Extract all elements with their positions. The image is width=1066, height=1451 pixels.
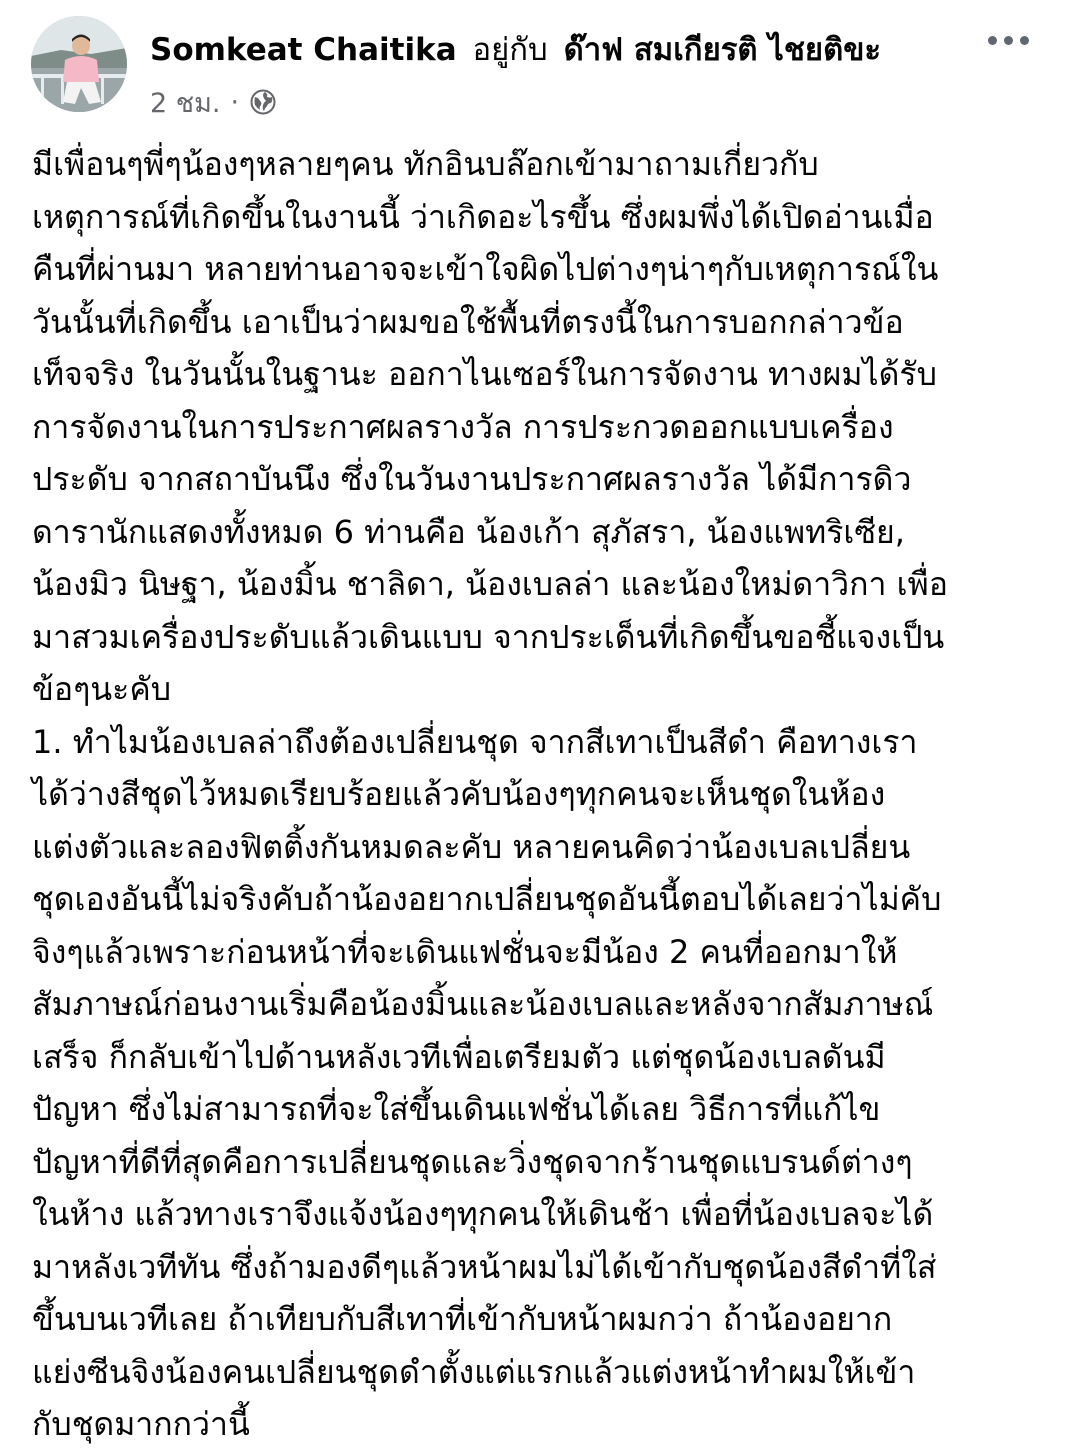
post-text-line: ดารานักแสดงทั้งหมด 6 ท่านคือ น้องเก้า สุภัสรา, น้องแพทริเซีย, (32, 512, 905, 551)
post-text-line: กับชุดมากกว่านี้ (32, 1405, 250, 1443)
post-text-line: สัมภาษณ์ก่อนงานเริ่มคือน้องมิ้นและน้องเบลและหลังจากสัมภาษณ์ (32, 985, 934, 1023)
post-text-line: ข้อๆนะคับ (32, 670, 172, 708)
post-text-line: ขึ้นบนเวทีเลย ถ้าเทียบกับสีเทาที่เข้ากับหน้าผมกว่า ถ้าน้องอยาก (32, 1300, 893, 1338)
post-text-line: ชุดเองอันนี้ไม่จริงคับถ้าน้องอยากเปลี่ยนชุดอันนี้ตอบได้เลยว่าไม่คับ (32, 880, 942, 918)
post-text-line: จิงๆแล้วเพราะก่อนหน้าที่จะเดินแฟชั่นจะมีน้อง 2 คนที่ออกมาให้ (32, 932, 898, 971)
post-text-line: แย่งซีนจิงน้องคนเปลี่ยนชุดดำตั้งแต่แรกแล้วแต่งหน้าทำผมให้เข้า (32, 1352, 916, 1391)
tagged-person-name[interactable]: ด๊าฟ สมเกียรติ ไชยติขะ (563, 32, 882, 68)
post-author-line (150, 28, 881, 72)
globe-icon[interactable] (249, 88, 277, 116)
post-text-line: มาสวมเครื่องประดับแล้วเดินแบบ จากประเด็นที่เกิดขึ้นขอชี้แจงเป็น (32, 617, 945, 656)
meta-separator: · (230, 86, 240, 118)
post-text-line: คืนที่ผ่านมา หลายท่านอาจจะเข้าใจผิดไปต่างๆน่าๆกับเหตุการณ์ใน (32, 250, 939, 288)
post-text-line: มาหลังเวทีทัน ซึ่งถ้ามองดีๆแล้วหน้าผมไม่ได้เข้ากับชุดน้องสีดำที่ใส่ (32, 1247, 937, 1286)
post-text-line: ได้ว่างสีชุดไว้หมดเรียบร้อยแล้วคับน้องๆทุกคนจะเห็นชุดในห้อง (32, 775, 886, 813)
profile-photo-icon (31, 16, 127, 112)
post-text-line: เสร็จ ก็กลับเข้าไปด้านหลังเวทีเพื่อเตรียมตัว แต่ชุดน้องเบลดันมี (32, 1037, 886, 1076)
post-text-line: 1. ทำไมน้องเบลล่าถึงต้องเปลี่ยนชุด จากสีเทาเป็นสีดำ คือทางเรา (32, 722, 918, 761)
post-timestamp[interactable]: 2 ชม. (150, 87, 221, 119)
more-dots-icon (988, 36, 997, 45)
post-text-line: การจัดงานในการประกาศผลรางวัล การประกวดออกแบบเครื่อง (32, 407, 894, 446)
more-options-button[interactable] (975, 22, 1041, 58)
with-text: อยู่กับ (472, 32, 548, 68)
post-text-line: วันนั้นที่เกิดขึ้น เอาเป็นว่าผมขอใช้พื้นที่ตรงนี้ในการบอกกล่าวข้อ (32, 302, 904, 341)
more-dots-icon (1004, 36, 1013, 45)
post-text-line: ประดับ จากสถาบันนึง ซึ่งในวันงานประกาศผลรางวัล ได้มีการดิว (32, 460, 912, 498)
post-text-line: น้องมิว นิษฐา, น้องมิ้น ชาลิดา, น้องเบลล่า และน้องใหม่ดาวิกา เพื่อ (32, 565, 948, 603)
more-dots-icon (1020, 36, 1029, 45)
author-name[interactable]: Somkeat Chaitika (150, 32, 457, 68)
post-text-line: เหตุการณ์ที่เกิดขึ้นในงานนี้ ว่าเกิดอะไรขึ้น ซึ่งผมพึ่งได้เปิดอ่านเมื่อ (32, 197, 934, 236)
post-text-line: ปัญหา ซึ่งไม่สามารถที่จะใส่ขึ้นเดินแฟชั่นได้เลย วิธีการที่แก้ไข (32, 1090, 881, 1128)
post-text-line: ปัญหาที่ดีที่สุดคือการเปลี่ยนชุดและวิ่งชุดจากร้านชุดแบรนด์ต่างๆ (32, 1142, 913, 1181)
post-text-line: เท็จจริง ในวันนั้นในฐานะ ออกาไนเซอร์ในการจัดงาน ทางผมได้รับ (32, 355, 937, 393)
post-meta (150, 82, 277, 122)
author-avatar[interactable] (31, 16, 127, 112)
post-text-line: มีเพื่อนๆพี่ๆน้องๆหลายๆคน ทักอินบล๊อกเข้ามาถามเกี่ยวกับ (32, 145, 819, 183)
post-text-line: ในห้าง แล้วทางเราจึงแจ้งน้องๆทุกคนให้เดินช้า เพื่อที่น้องเบลจะได้ (32, 1195, 934, 1233)
post-text-line: แต่งตัวและลองฟิตติ้งกันหมดละคับ หลายคนคิดว่าน้องเบลเปลี่ยน (32, 827, 911, 866)
post-text (32, 138, 1042, 1451)
